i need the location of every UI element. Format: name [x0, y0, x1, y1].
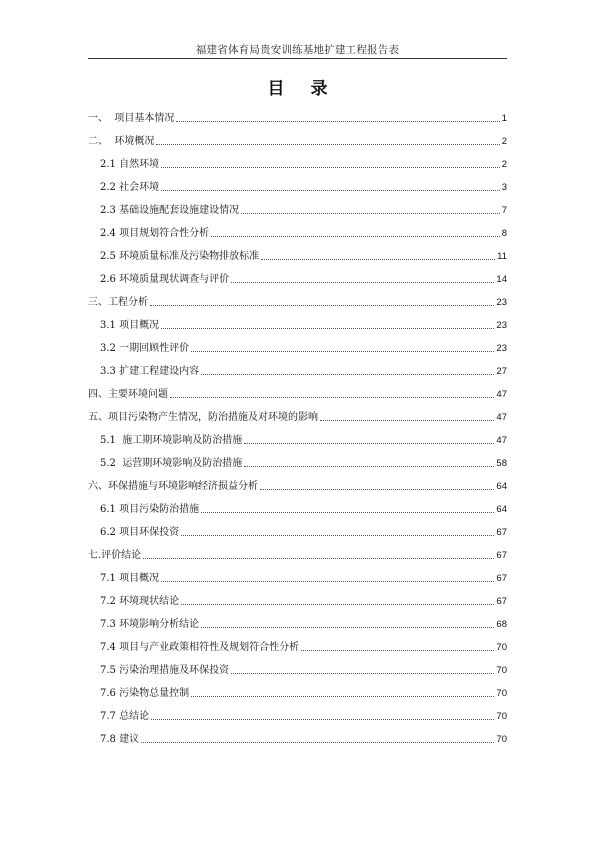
toc-entry-label: 2.1 自然环境 [100, 159, 160, 170]
toc-entry-page-number: 64 [496, 481, 507, 492]
toc-entry-page-number: 47 [496, 435, 507, 446]
dot-leader [211, 236, 500, 237]
toc-entry-label: 7.3 环境影响分析结论 [100, 619, 200, 630]
dot-leader [260, 489, 494, 490]
toc-entry[interactable] [88, 102, 507, 125]
toc-entry[interactable] [88, 447, 507, 470]
toc-entry-page-number: 8 [501, 228, 507, 239]
toc-entry-label: 五、项目污染物产生情况，防治措施及对环境的影响 [88, 412, 318, 423]
dot-leader [201, 512, 494, 513]
toc-entry[interactable] [88, 585, 507, 608]
dot-leader [261, 259, 495, 260]
toc-entry[interactable] [88, 424, 507, 447]
toc-entry-label: 2.2 社会环境 [100, 182, 160, 193]
toc-entry[interactable] [88, 240, 507, 263]
toc-entry[interactable] [88, 539, 507, 562]
dot-leader [181, 535, 494, 536]
toc-entry-label: 六、环保措施与环境影响经济损益分析 [88, 481, 258, 492]
toc-entry-label: 七.评价结论 [88, 550, 142, 561]
toc-entry-page-number: 67 [496, 550, 507, 561]
dot-leader [244, 443, 494, 444]
toc-entry-label: 2.5 环境质量标准及污染物排放标准 [100, 251, 260, 262]
dot-leader [150, 305, 494, 306]
toc-entry-page-number: 23 [496, 343, 507, 354]
toc-entry[interactable] [88, 654, 507, 677]
toc-entry[interactable] [88, 401, 507, 424]
toc-entry[interactable] [88, 194, 507, 217]
dot-leader [141, 742, 494, 743]
toc-entry-label: 3.3 扩建工程建设内容 [100, 366, 200, 377]
toc-entry-label: 7.5 污染治理措施及环保投资 [100, 665, 230, 676]
dot-leader [161, 581, 494, 582]
toc-entry[interactable] [88, 217, 507, 240]
toc-entry[interactable] [88, 332, 507, 355]
toc-entry[interactable] [88, 631, 507, 654]
dot-leader [201, 374, 494, 375]
toc-entry[interactable] [88, 309, 507, 332]
toc-entry-label: 2.3 基础设施配套设施建设情况 [100, 205, 240, 216]
dot-leader [320, 420, 494, 421]
toc-entry-page-number: 70 [496, 642, 507, 653]
toc-entry-page-number: 14 [496, 274, 507, 285]
dot-leader [241, 213, 500, 214]
toc-entry-page-number: 70 [496, 711, 507, 722]
toc-entry-page-number: 23 [496, 320, 507, 331]
toc-entry[interactable] [88, 263, 507, 286]
toc-entry[interactable] [88, 286, 507, 309]
toc-entry-label: 7.2 环境现状结论 [100, 596, 180, 607]
toc-entry-label: 7.7 总结论 [100, 711, 150, 722]
toc-entry[interactable] [88, 562, 507, 585]
toc-title: 目 录 [267, 79, 338, 99]
dot-leader [161, 190, 500, 191]
toc-entry[interactable] [88, 723, 507, 746]
toc-entry-label: 四、主要环境问题 [88, 389, 168, 400]
toc-entry-page-number: 64 [496, 504, 507, 515]
toc-entry[interactable] [88, 608, 507, 631]
dot-leader [143, 558, 494, 559]
header-rule [88, 58, 507, 59]
toc-entry-page-number: 2 [501, 159, 507, 170]
toc-entry-label: 7.1 项目概况 [100, 573, 160, 584]
toc-entry[interactable] [88, 700, 507, 723]
toc-entry-page-number: 1 [501, 113, 507, 124]
toc-entry-page-number: 58 [496, 458, 507, 469]
dot-leader [201, 627, 494, 628]
toc-entry-label: 5.2 运营期环境影响及防治措施 [100, 458, 243, 469]
toc-entry-page-number: 47 [496, 412, 507, 423]
toc-entry-page-number: 23 [496, 297, 507, 308]
dot-leader [231, 282, 494, 283]
toc-entry-label: 二、 环境概况 [88, 136, 155, 147]
toc-entry-label: 2.6 环境质量现状调查与评价 [100, 274, 230, 285]
dot-leader [170, 397, 494, 398]
toc-entry[interactable] [88, 171, 507, 194]
dot-leader [301, 650, 494, 651]
toc-entry[interactable] [88, 470, 507, 493]
toc-entry-page-number: 68 [496, 619, 507, 630]
toc-entry-page-number: 2 [501, 136, 507, 147]
toc-entry-label: 2.4 项目规划符合性分析 [100, 228, 210, 239]
toc-entry[interactable] [88, 378, 507, 401]
dot-leader [191, 351, 494, 352]
toc-entry-page-number: 47 [496, 389, 507, 400]
toc-entry-label: 6.1 项目污染防治措施 [100, 504, 200, 515]
dot-leader [181, 604, 494, 605]
toc-entry-page-number: 70 [496, 734, 507, 745]
toc-entry-page-number: 7 [501, 205, 507, 216]
dot-leader [156, 144, 499, 145]
toc-entry[interactable] [88, 516, 507, 539]
toc-entry[interactable] [88, 148, 507, 171]
toc-entry-label: 7.4 项目与产业政策相符性及规划符合性分析 [100, 642, 300, 653]
toc-entry-label: 3.1 项目概况 [100, 320, 160, 331]
toc-entry-page-number: 27 [496, 366, 507, 377]
toc-entry-page-number: 70 [496, 688, 507, 699]
dot-leader [191, 696, 494, 697]
table-of-contents [88, 102, 507, 746]
dot-leader [176, 121, 499, 122]
toc-entry-page-number: 70 [496, 665, 507, 676]
toc-entry-label: 3.2 一期回顾性评价 [100, 343, 190, 354]
toc-entry[interactable] [88, 125, 507, 148]
toc-entry-page-number: 67 [496, 596, 507, 607]
toc-entry-label: 一、 项目基本情况 [88, 113, 175, 124]
dot-leader [161, 328, 494, 329]
toc-entry-page-number: 3 [501, 182, 507, 193]
toc-entry[interactable] [88, 677, 507, 700]
toc-entry[interactable] [88, 493, 507, 516]
toc-entry-page-number: 67 [496, 573, 507, 584]
dot-leader [231, 673, 494, 674]
toc-entry[interactable] [88, 355, 507, 378]
toc-entry-label: 5.1 施工期环境影响及防治措施 [100, 435, 243, 446]
dot-leader [244, 466, 494, 467]
toc-entry-page-number: 11 [497, 251, 507, 262]
toc-entry-page-number: 67 [496, 527, 507, 538]
toc-entry-label: 7.6 污染物总量控制 [100, 688, 190, 699]
toc-entry-label: 7.8 建议 [100, 734, 140, 745]
dot-leader [151, 719, 494, 720]
running-header: 福建省体育局贵安训练基地扩建工程报告表 [195, 44, 400, 56]
toc-entry-label: 6.2 项目环保投资 [100, 527, 180, 538]
dot-leader [161, 167, 500, 168]
toc-entry-label: 三、工程分析 [88, 297, 148, 308]
